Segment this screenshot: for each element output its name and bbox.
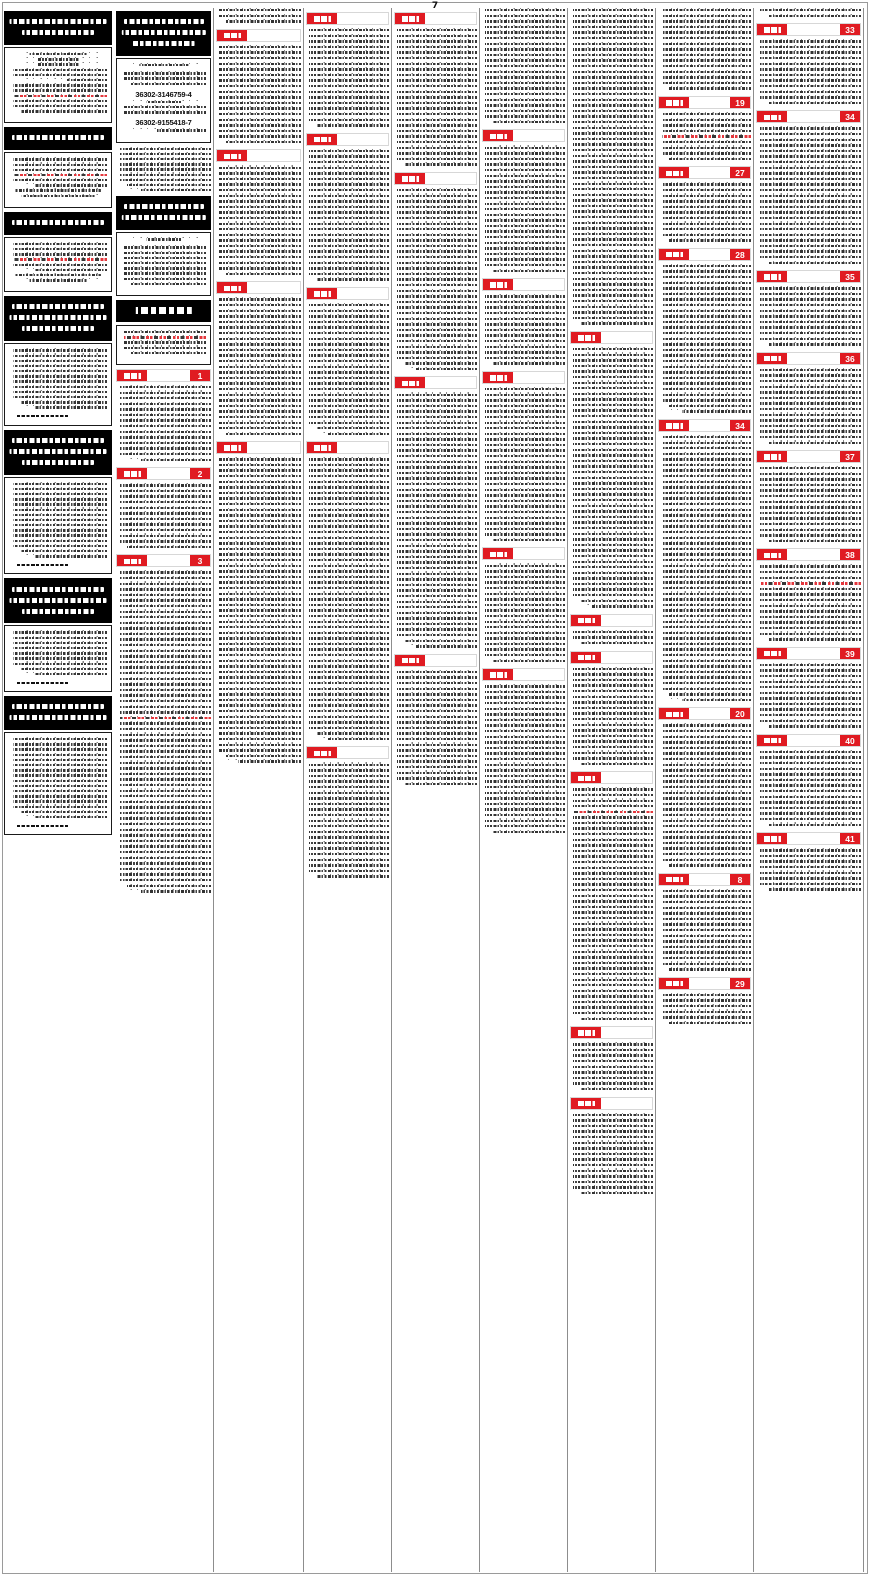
badge-tag-label <box>307 288 337 299</box>
notice-box-6 <box>4 625 112 692</box>
badge-tag-label <box>117 468 147 479</box>
badge-tag-label <box>659 978 689 989</box>
aaq-nama-body <box>121 330 206 356</box>
badge-tag-label <box>483 130 513 141</box>
news-body-1 <box>116 385 211 463</box>
court-header-notice-5 <box>4 430 112 475</box>
news-badge-19[interactable] <box>482 371 565 384</box>
news-badge-3[interactable] <box>116 554 211 567</box>
notice-box-7 <box>4 732 112 835</box>
badge-tag-label <box>571 1027 601 1038</box>
notice-body-6 <box>9 630 107 677</box>
badge-number: 40 <box>840 735 860 746</box>
news-badge-41[interactable] <box>756 647 861 660</box>
news-body-2 <box>116 483 211 550</box>
news-body-42 <box>756 750 861 828</box>
news-badge-23[interactable] <box>570 614 653 627</box>
badge-spacer <box>425 13 476 24</box>
notice-box-2 <box>4 152 112 208</box>
news-body-40 <box>756 564 861 642</box>
news-badge-27[interactable] <box>570 1097 653 1110</box>
badge-spacer <box>787 271 840 282</box>
news-body-10 <box>306 303 389 437</box>
notice-box-3 <box>4 237 112 293</box>
badge-tag-label <box>757 24 787 35</box>
column-government-notices <box>114 8 214 1572</box>
court-header-notice-4 <box>4 296 112 341</box>
badge-tag-label <box>395 655 425 666</box>
badge-number: 3 <box>190 555 210 566</box>
news-body-38 <box>756 368 861 446</box>
badge-spacer <box>513 279 564 290</box>
news-badge-26[interactable] <box>570 1026 653 1039</box>
badge-spacer <box>689 167 730 178</box>
news-body-37 <box>756 286 861 348</box>
news-body-21 <box>482 684 565 835</box>
badge-spacer <box>147 370 190 381</box>
badge-spacer <box>787 353 840 364</box>
court-header-line <box>8 436 108 446</box>
column-court-notices-right <box>2 8 114 1572</box>
badge-number: 38 <box>840 549 860 560</box>
badge-tag-label <box>659 874 689 885</box>
news-badge-12[interactable] <box>306 746 389 759</box>
badge-number: 29 <box>730 978 750 989</box>
news-badge-18[interactable] <box>482 278 565 291</box>
signature-line <box>9 680 107 686</box>
badge-tag-label <box>757 648 787 659</box>
news-badge-24[interactable] <box>570 651 653 664</box>
news-badge-15[interactable] <box>394 376 477 389</box>
signature-line <box>9 562 107 568</box>
badge-spacer <box>147 468 190 479</box>
news-body-17 <box>482 145 565 274</box>
news-badge-20[interactable] <box>482 547 565 560</box>
news-body-5 <box>216 165 301 277</box>
court-header-notice-6 <box>4 578 112 623</box>
news-badge-9[interactable] <box>306 133 389 146</box>
notice-body-7 <box>9 737 107 820</box>
court-header-line <box>8 28 108 38</box>
news-badge-21[interactable] <box>482 668 565 681</box>
gov-notice-title-2 <box>121 237 206 242</box>
gov-notice-body-1b <box>121 100 206 116</box>
news-body-18 <box>482 294 565 367</box>
badge-tag-label <box>307 747 337 758</box>
badge-tag-label <box>757 833 787 844</box>
column-news-7 <box>754 8 864 1572</box>
court-header-line <box>8 584 108 594</box>
news-body-12 <box>306 762 389 879</box>
notice-box-5 <box>4 477 112 575</box>
news-body-33 <box>658 889 751 973</box>
badge-tag-label <box>483 669 513 680</box>
news-badge-4[interactable] <box>216 29 301 42</box>
badge-spacer <box>247 150 300 161</box>
badge-spacer <box>337 442 388 453</box>
badge-number: 37 <box>840 451 860 462</box>
news-badge-38[interactable] <box>756 352 861 365</box>
news-badge-25[interactable] <box>570 771 653 784</box>
news-badge-42[interactable] <box>756 734 861 747</box>
gov-header-line <box>120 28 207 38</box>
news-badge-5[interactable] <box>216 149 301 162</box>
badge-tag-label <box>217 30 247 41</box>
news-body-29 <box>658 182 751 244</box>
badge-tag-label <box>757 271 787 282</box>
badge-spacer <box>247 442 300 453</box>
badge-tag-label <box>307 442 337 453</box>
news-badge-22[interactable] <box>570 331 653 344</box>
court-header-line <box>8 17 108 27</box>
court-header-line <box>8 702 108 712</box>
gov-header-line <box>120 17 207 27</box>
news-body-11 <box>306 457 389 742</box>
badge-spacer <box>787 111 840 122</box>
badge-spacer <box>601 615 652 626</box>
badge-tag-label <box>117 370 147 381</box>
news-badge-30[interactable] <box>658 248 751 261</box>
badge-spacer <box>689 978 730 989</box>
signature-line <box>9 823 107 829</box>
badge-number: 2 <box>190 468 210 479</box>
gov-notice-body-1 <box>121 71 206 87</box>
news-badge-32[interactable] <box>658 707 751 720</box>
court-header-line <box>8 458 108 468</box>
badge-tag-label <box>571 332 601 343</box>
news-badge-37[interactable] <box>756 270 861 283</box>
news-body-8 <box>306 28 389 129</box>
badge-tag-label <box>395 377 425 388</box>
gov-header-line <box>120 202 207 212</box>
badge-tag-label <box>217 282 247 293</box>
badge-tag-label <box>483 279 513 290</box>
court-header-line <box>8 447 108 457</box>
news-body-24 <box>570 667 653 768</box>
news-body-41 <box>756 663 861 730</box>
column-news-3 <box>392 8 480 1572</box>
news-badge-31[interactable] <box>658 419 751 432</box>
badge-spacer <box>689 249 730 260</box>
badge-tag-label <box>757 353 787 364</box>
notice-body-2 <box>9 157 107 199</box>
badge-number: 19 <box>730 97 750 108</box>
news-body-14 <box>394 188 477 373</box>
badge-spacer <box>337 134 388 145</box>
badge-spacer <box>425 655 476 666</box>
badge-spacer <box>787 833 840 844</box>
news-badge-40[interactable] <box>756 548 861 561</box>
news-badge-17[interactable] <box>482 129 565 142</box>
news-body-31 <box>658 435 751 704</box>
court-header-line <box>8 324 108 334</box>
news-badge-7[interactable] <box>216 441 301 454</box>
news-badge-13[interactable] <box>394 12 477 25</box>
aaq-nama-box <box>116 325 211 365</box>
badge-tag-label <box>571 652 601 663</box>
badge-spacer <box>689 708 730 719</box>
news-badge-34[interactable] <box>658 977 751 990</box>
news-body-32 <box>658 723 751 868</box>
court-header-line <box>8 713 108 723</box>
gov-header-line <box>120 213 207 223</box>
badge-spacer <box>601 652 652 663</box>
badge-spacer <box>787 451 840 462</box>
news-badge-2[interactable] <box>116 467 211 480</box>
column-news-6 <box>656 8 754 1572</box>
news-body-36 <box>756 126 861 266</box>
badge-spacer <box>513 372 564 383</box>
gov-notice-body-1c <box>121 128 206 133</box>
badge-spacer <box>787 735 840 746</box>
gov-notice-body-2 <box>121 245 206 287</box>
news-body-34 <box>658 993 751 1027</box>
news-body-39 <box>756 466 861 544</box>
column-news-2 <box>304 8 392 1572</box>
news-badge-1[interactable] <box>116 369 211 382</box>
badge-tag-label <box>483 548 513 559</box>
column-news-5 <box>568 8 656 1572</box>
badge-number: 35 <box>840 271 860 282</box>
news-badge-39[interactable] <box>756 450 861 463</box>
court-header-line <box>8 218 108 228</box>
badge-spacer <box>601 1027 652 1038</box>
news-body-20 <box>482 563 565 664</box>
badge-spacer <box>513 669 564 680</box>
badge-spacer <box>787 648 840 659</box>
badge-number: 39 <box>840 648 860 659</box>
court-header-notice-1 <box>4 11 112 45</box>
badge-tag-label <box>307 134 337 145</box>
notice-body-1 <box>9 52 107 114</box>
page-number: 7 <box>431 1 439 11</box>
badge-number: 28 <box>730 249 750 260</box>
badge-number: 33 <box>840 24 860 35</box>
badge-tag-label <box>571 772 601 783</box>
news-body-43 <box>756 848 861 893</box>
badge-tag-label <box>571 1098 601 1109</box>
news-body-28 <box>658 112 751 162</box>
news-body-4 <box>216 45 301 146</box>
badge-spacer <box>337 288 388 299</box>
badge-spacer <box>147 555 190 566</box>
notice-box-4 <box>4 343 112 425</box>
column-news-1 <box>214 8 304 1572</box>
news-badge-8[interactable] <box>306 12 389 25</box>
news-body-23 <box>570 630 653 647</box>
badge-spacer <box>601 772 652 783</box>
gov-phone-1: 36302-3146759-4 <box>135 89 192 99</box>
badge-spacer <box>513 130 564 141</box>
news-body-3 <box>116 570 211 894</box>
badge-spacer <box>247 282 300 293</box>
gov-extra-text <box>116 147 211 194</box>
badge-spacer <box>513 548 564 559</box>
badge-spacer <box>787 549 840 560</box>
gov-phone-2: 36302-9155418-7 <box>135 118 192 128</box>
gov-notice-title-1 <box>121 63 206 68</box>
notice-box-1 <box>4 47 112 123</box>
news-body-9 <box>306 149 389 283</box>
badge-number: 34 <box>840 111 860 122</box>
gov-header-2 <box>116 196 211 230</box>
news-body-22 <box>570 347 653 610</box>
badge-tag-label <box>757 111 787 122</box>
gov-notice-box-1 <box>116 58 211 143</box>
badge-number: 34 <box>730 420 750 431</box>
court-header-notice-7 <box>4 696 112 730</box>
news-body-30 <box>658 264 751 415</box>
news-badge-11[interactable] <box>306 441 389 454</box>
badge-spacer <box>601 1098 652 1109</box>
news-badge-28[interactable] <box>658 96 751 109</box>
badge-number: 41 <box>840 833 860 844</box>
news-badge-33[interactable] <box>658 873 751 886</box>
court-header-line <box>8 302 108 312</box>
column-news-4 <box>480 8 568 1572</box>
news-badge-6[interactable] <box>216 281 301 294</box>
badge-number: 1 <box>190 370 210 381</box>
news-badge-14[interactable] <box>394 172 477 185</box>
badge-tag-label <box>757 735 787 746</box>
section-bar-aaq-nama <box>116 300 211 322</box>
signature-line <box>9 414 107 420</box>
badge-spacer <box>689 874 730 885</box>
badge-spacer <box>689 97 730 108</box>
section-bar-text <box>118 304 209 317</box>
badge-number: 8 <box>730 874 750 885</box>
badge-spacer <box>425 377 476 388</box>
news-body-7 <box>216 457 301 765</box>
news-body-15 <box>394 392 477 649</box>
badge-spacer <box>337 747 388 758</box>
badge-tag-label <box>571 615 601 626</box>
badge-tag-label <box>659 249 689 260</box>
news-col6-lead <box>482 8 565 125</box>
badge-tag-label <box>659 708 689 719</box>
gov-header-1 <box>116 11 211 56</box>
court-header-line <box>8 313 108 323</box>
news-body-35 <box>756 39 861 106</box>
court-header-line <box>8 606 108 616</box>
gov-header-line <box>120 39 207 49</box>
court-header-notice-3 <box>4 212 112 235</box>
court-header-line <box>8 133 108 143</box>
badge-tag-label <box>757 451 787 462</box>
notice-body-5 <box>9 482 107 560</box>
badge-tag-label <box>117 555 147 566</box>
news-col8-lead <box>658 8 751 92</box>
badge-spacer <box>247 30 300 41</box>
badge-tag-label <box>217 150 247 161</box>
news-badge-29[interactable] <box>658 166 751 179</box>
news-body-25 <box>570 787 653 1022</box>
badge-spacer <box>601 332 652 343</box>
news-body-16 <box>394 670 477 787</box>
badge-tag-label <box>659 97 689 108</box>
badge-spacer <box>787 24 840 35</box>
badge-tag-label <box>483 372 513 383</box>
badge-spacer <box>425 173 476 184</box>
badge-tag-label <box>659 167 689 178</box>
court-header-notice-2 <box>4 127 112 150</box>
notice-body-3 <box>9 242 107 284</box>
badge-tag-label <box>659 420 689 431</box>
news-badge-43[interactable] <box>756 832 861 845</box>
notice-body-4 <box>9 348 107 410</box>
news-body-27 <box>570 1113 653 1197</box>
badge-tag-label <box>307 13 337 24</box>
badge-number: 20 <box>730 708 750 719</box>
gov-notice-box-2 <box>116 232 211 296</box>
news-badge-10[interactable] <box>306 287 389 300</box>
news-body-19 <box>482 387 565 544</box>
court-header-line <box>8 595 108 605</box>
news-body-26 <box>570 1042 653 1092</box>
badge-spacer <box>689 420 730 431</box>
news-badge-16[interactable] <box>394 654 477 667</box>
news-badge-35[interactable] <box>756 23 861 36</box>
badge-tag-label <box>395 173 425 184</box>
badge-tag-label <box>217 442 247 453</box>
badge-tag-label <box>757 549 787 560</box>
news-badge-36[interactable] <box>756 110 861 123</box>
badge-tag-label <box>395 13 425 24</box>
badge-spacer <box>337 13 388 24</box>
badge-number: 36 <box>840 353 860 364</box>
badge-number: 27 <box>730 167 750 178</box>
news-col7-lead <box>570 8 653 327</box>
news-body-6 <box>216 297 301 437</box>
news-body-13 <box>394 28 477 168</box>
